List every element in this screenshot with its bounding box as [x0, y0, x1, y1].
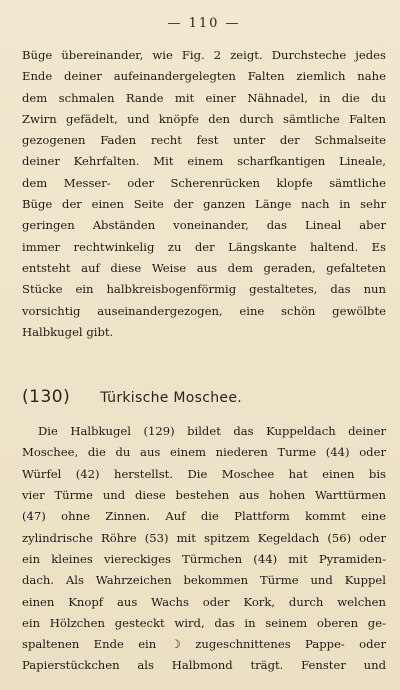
section-title: Türkische Moschee.: [100, 390, 242, 407]
text-line: Büge der einen Seite der ganzen Länge nach in sehr: [22, 197, 386, 212]
text-line: spaltenen Ende ein ☽ zugeschnittenes Pappe- oder: [22, 637, 386, 652]
text-line: Papierstückchen als Halbmond trägt. Fenster und: [22, 658, 386, 673]
text-line: geringen Abständen voneinander, das Lineal aber: [22, 218, 386, 233]
text-line: ein kleines viereckiges Türmchen (44) mit Pyramiden-: [22, 551, 386, 566]
text-line: Büge übereinander, wie Fig. 2 zeigt. Durchsteche jedes: [22, 48, 386, 62]
section-number: (130): [22, 387, 71, 408]
text-line: Die Halbkugel (129) bildet das Kuppeldach deiner: [38, 424, 386, 439]
text-line: Halbkugel gibt.: [22, 324, 114, 339]
paragraph-mosque: [22, 421, 386, 677]
text-line: gezogenen Faden recht fest unter der Schmalseite: [22, 133, 386, 148]
text-line: dem schmalen Rande mit einer Nähnadel, in die du: [22, 90, 386, 105]
text-line: (47) ohne Zinnen. Auf die Plattform kommt eine: [22, 509, 386, 524]
text-line: zylindrische Röhre (53) mit spitzem Kegeldach (56) oder: [22, 530, 386, 545]
text-line: vorsichtig auseinandergezogen, eine schön gewölbte: [22, 303, 386, 318]
text-line: Zwirn gefädelt, und knöpfe den durch sämtliche Falten: [22, 111, 386, 126]
page-number: — 110 —: [167, 16, 241, 31]
text-line: Ende deiner aufeinandergelegten Falten ziemlich nahe: [22, 69, 386, 84]
text-line: dem Messer- oder Scherenrücken klopfe sämtliche: [22, 175, 386, 190]
text-line: immer rechtwinkelig zu der Längskante haltend. Es: [22, 239, 386, 254]
text-line: Moschee, die du aus einem niederen Turme (44) oder: [22, 445, 386, 460]
section-heading: [22, 387, 386, 407]
text-line: dach. Als Wahrzeichen bekommen Türme und Kuppel: [22, 573, 386, 588]
text-line: entsteht auf diese Weise aus dem geraden, gefalteten: [22, 260, 386, 275]
text-line: ein Hölzchen gesteckt wird, das in seinem oberen ge-: [22, 615, 386, 630]
text-line: vier Türme und diese bestehen aus hohen Warttürmen: [22, 488, 386, 503]
text-line: Würfel (42) herstellst. Die Moschee hat einen bis: [22, 466, 386, 481]
text-line: Stücke ein halbkreisbogenförmig gestaltetes, das nun: [22, 282, 386, 297]
text-line: einen Knopf aus Wachs oder Kork, durch welchen: [22, 594, 386, 609]
paragraph-folding-instructions: [22, 45, 386, 343]
text-line: deiner Kehrfalten. Mit einem scharfkantigen Lineale,: [22, 154, 386, 169]
